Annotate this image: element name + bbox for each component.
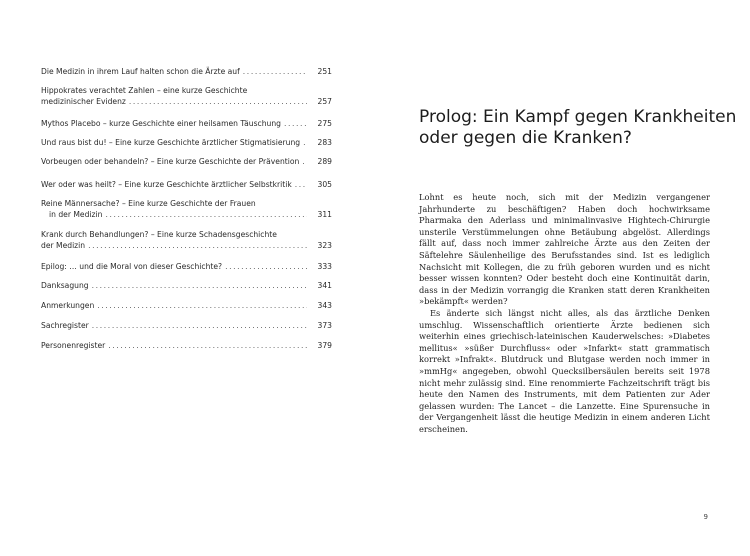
toc-entry-title: Vorbeugen oder behandeln? – Eine kurze Geschichte der Prävention (41, 157, 300, 166)
toc-entry-title: Die Medizin in ihrem Lauf halten schon die Ärzte auf (41, 67, 240, 76)
toc-leader-dots (97, 300, 307, 311)
paragraph: Es änderte sich längst nicht alles, als das ärztliche Denken umschlug. Wissenschaftlich orientierte Ärzte bedienen sich weiterhin eines griechisch-lateinischen Kauderwelsches: »Diabetes mellitus« »süßer Durchfluss« oder »Infarkt« statt grammatisch korrekt »Infrakt«. Blutdruck und Blutgase werden noch immer in »mmHg« angegeben, obwohl Quecksilbersäulen bereits seit 1978 nicht mehr zulässig sind. Eine renommierte Fachzeitschrift trägt bis heute den Namen des Instruments, mit dem Patienten zur Ader gelassen wurden: The Lancet – die Lanzette. Eine Spurensuche in der Vergangenheit lässt die heutige Medizin in einem anderen Licht erscheinen. (419, 307, 710, 434)
toc-entry-title-continued: in der Medizin (49, 210, 103, 219)
toc-entry-title: Danksagung (41, 281, 89, 290)
toc-entry-title: Mythos Placebo – kurze Geschichte einer heilsamen Täuschung (41, 119, 281, 128)
toc-entry[interactable] (41, 300, 332, 311)
toc-entry[interactable] (41, 280, 332, 291)
toc-page-number: 289 (317, 157, 332, 166)
toc-page-number: 323 (317, 241, 332, 250)
toc-page-number: 341 (317, 281, 332, 290)
toc-entry[interactable] (41, 118, 332, 129)
toc-page-number: 275 (317, 119, 332, 128)
toc-page-number: 305 (317, 180, 332, 189)
toc-leader-dots (302, 156, 307, 167)
toc-leader-dots (92, 320, 307, 331)
toc-page-number: 251 (317, 67, 332, 76)
toc-entry-title-continued: medizinischer Evidenz (41, 97, 126, 106)
page-number: 9 (703, 513, 708, 521)
toc-entry-title-continued: der Medizin (41, 241, 86, 250)
right-page (375, 0, 750, 556)
toc-entry[interactable] (41, 137, 332, 148)
toc-entry-title: Personenregister (41, 341, 106, 350)
toc-page-number: 257 (317, 97, 332, 106)
chapter-body (419, 192, 710, 435)
toc-leader-dots (88, 240, 307, 251)
toc-entry[interactable] (41, 340, 332, 351)
toc-entry-title: Epilog: … und die Moral von dieser Geschichte? (41, 262, 223, 271)
toc-entry-title: Anmerkungen (41, 301, 95, 310)
toc-entry[interactable] (41, 320, 332, 331)
toc-entry[interactable] (41, 229, 332, 251)
toc-page-number: 379 (317, 341, 332, 350)
toc-leader-dots (225, 261, 307, 272)
toc-leader-dots (243, 66, 307, 77)
toc-leader-dots (92, 280, 307, 291)
toc-entry[interactable] (41, 179, 332, 190)
toc-page-number: 311 (317, 210, 332, 219)
toc-entry[interactable] (41, 156, 332, 167)
toc-entry-title: Krank durch Behandlungen? – Eine kurze Schadensgeschichte (41, 230, 277, 239)
toc-leader-dots (303, 137, 307, 148)
toc-entry[interactable] (41, 66, 332, 77)
toc-leader-dots (129, 96, 307, 107)
toc-leader-dots (295, 179, 307, 190)
toc-page-number: 373 (317, 321, 332, 330)
toc-leader-dots (284, 118, 307, 129)
toc-page-number: 283 (317, 138, 332, 147)
toc-page-number: 343 (317, 301, 332, 310)
toc-entry-title: Wer oder was heilt? – Eine kurze Geschichte ärztlicher Selbstkritik (41, 180, 292, 189)
toc-leader-dots (108, 340, 307, 351)
toc-entry[interactable] (41, 261, 332, 272)
toc-entry-title: Und raus bist du! – Eine kurze Geschichte ärztlicher Stigmatisierung (41, 138, 301, 147)
toc-entry-title: Sachregister (41, 321, 89, 330)
paragraph: Lohnt es heute noch, sich mit der Medizin vergangener Jahrhunderte zu beschäftigen? Haben doch hochwirksame Pharmaka den Aderlass und minimalinvasive Hightech-Chirurgie unsterile Verstümmelungen ohne Betäubung abgelöst. Allerdings fällt auf, dass noch immer zahlreiche Ärzte aus den Zeiten der Säftelehre Säulenheilige des Berufsstandes sind. Ist es lediglich Nachsicht mit Kollegen, die zu früh geboren wurden und es nicht besser wissen konnten? Oder besteht doch eine Kontinuität darin, dass in der Medizin vorrangig die Kranken statt deren Krankheiten »bekämpft« werden? (419, 192, 710, 307)
toc-entry-title: Hippokrates verachtet Zahlen – eine kurze Geschichte (41, 86, 248, 95)
chapter-title: Prolog: Ein Kampf gegen Krankheiten oder gegen die Kranken? (419, 107, 737, 148)
toc-page-number: 333 (317, 262, 332, 271)
toc-entry[interactable] (41, 198, 332, 220)
toc-leader-dots (105, 209, 307, 220)
toc-entry-title: Reine Männersache? – Eine kurze Geschichte der Frauen (41, 199, 256, 208)
toc-entry[interactable] (41, 85, 332, 107)
